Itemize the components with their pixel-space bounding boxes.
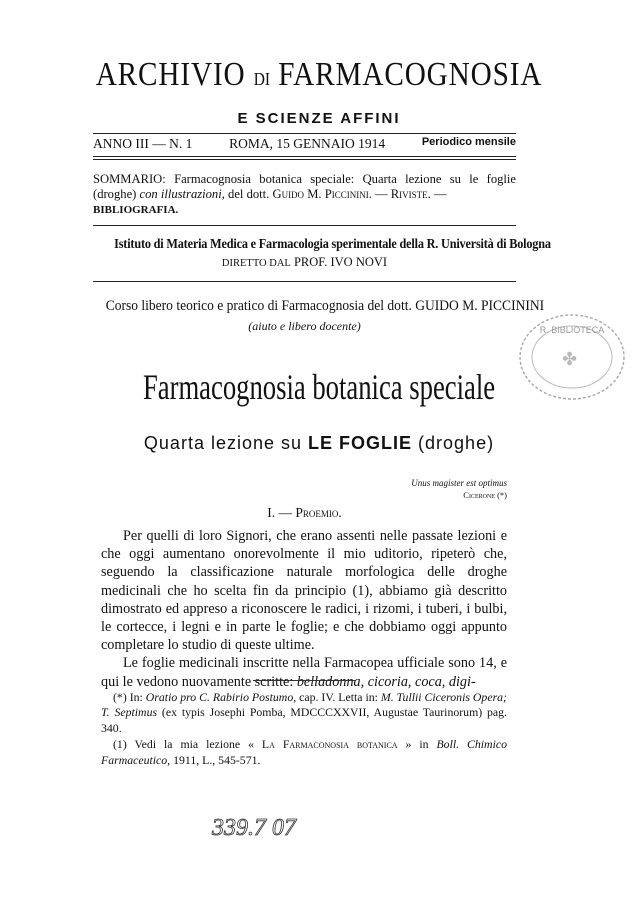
summary-block: SOMMARIO: Farmacognosia botanica speciale: Quarta lezione su le foglie (droghe) con illustrazioni, del dott. Guido M. Piccinini. — Riviste. — BIBLIOGRAFIA. <box>93 172 516 216</box>
footnotes <box>101 690 507 769</box>
footnote-rule <box>253 680 356 681</box>
svg-text:✤: ✤ <box>562 349 578 369</box>
summary-bibliografia: BIBLIOGRAFIA. <box>93 204 179 216</box>
journal-title: ARCHIVIO DI FARMACOGNOSIA <box>95 56 543 93</box>
section-heading: I. — Proemio. <box>267 505 342 520</box>
summary-rule <box>93 225 516 226</box>
institute-name: Istituto di Materia Medica e Farmacologia sperimentale della R. Università di Bologna <box>114 236 551 251</box>
institute-director: DIRETTO DAL PROF. IVO NOVI <box>221 255 388 269</box>
periodicity: Periodico mensile <box>421 136 516 148</box>
course-note: (aiuto e libero docente) <box>248 319 361 333</box>
stamp-text: R. BIBLIOTECA <box>539 325 605 335</box>
course-line: Corso libero teorico e pratico di Farmacognosia del dott. GUIDO M. PICCININI <box>105 298 545 314</box>
issue-date: ROMA, 15 GENNAIO 1914 <box>229 136 386 151</box>
handwritten-shelfmark <box>210 805 310 845</box>
footnote-1: (*) In: Oratio pro C. Rabirio Postumo, cap. IV. Letta in: M. Tullii Ciceronis Opera; T. Septimus (ex typis Josephi Pomba, MDCCCXXVII, Augustae Taurinorum) pag. 340. <box>101 690 508 735</box>
issue-line <box>93 136 516 152</box>
journal-subtitle: E SCIENZE AFFINI <box>237 110 401 127</box>
svg-text:339.7 07: 339.7 07 <box>212 815 296 841</box>
issue-number: ANNO III — N. 1 <box>93 136 193 151</box>
library-stamp <box>500 303 638 411</box>
header-rule-bottom <box>93 156 516 157</box>
paragraph-2: Le foglie medicinali inscritte nella Farmacopea ufficiale sono 14, e qui le vedono nuovamente scritte: belladonna, cicoria, coca, digi- <box>101 655 507 690</box>
header-rule-double <box>93 159 516 160</box>
course-author: GUIDO M. PICCININI <box>415 298 545 314</box>
lecture-subtitle: Quarta lezione su LE FOGLIE (droghe) <box>143 433 495 453</box>
epigraph: Unus magister est optimus <box>411 478 507 488</box>
header-rule-top <box>93 133 516 134</box>
footnote-2: (1) Vedi la mia lezione « La Farmaconosia botanica » in Boll. Chimico Farmaceutico, 1911, L., 545-571. <box>101 737 507 767</box>
institute-rule <box>93 281 516 282</box>
summary-label: SOMMARIO: <box>93 172 166 186</box>
summary-author: Guido M. Piccinini <box>272 187 369 201</box>
paragraph-1: Per quelli di loro Signori, che erano assenti nelle passate lezioni e che oggi aumentano onorevolmente il mio uditorio, ripeterò che, seguendo la classificazione naturale morfologica delle droghe medicinali che ho scelta fin da principio (1), abbiamo già descritto dimostrato ed appreso a riconoscere le radici, i rizomi, i tuberi, i bulbi, le cortecce, i legni e in parte le foglie; e che dobbiamo oggi appunto completare lo studio di queste ultime. <box>101 528 507 654</box>
body-text <box>101 527 507 691</box>
epigraph-author: Cicerone (*) <box>463 490 507 500</box>
lecture-title: Farmacognosia botanica speciale <box>142 367 496 407</box>
